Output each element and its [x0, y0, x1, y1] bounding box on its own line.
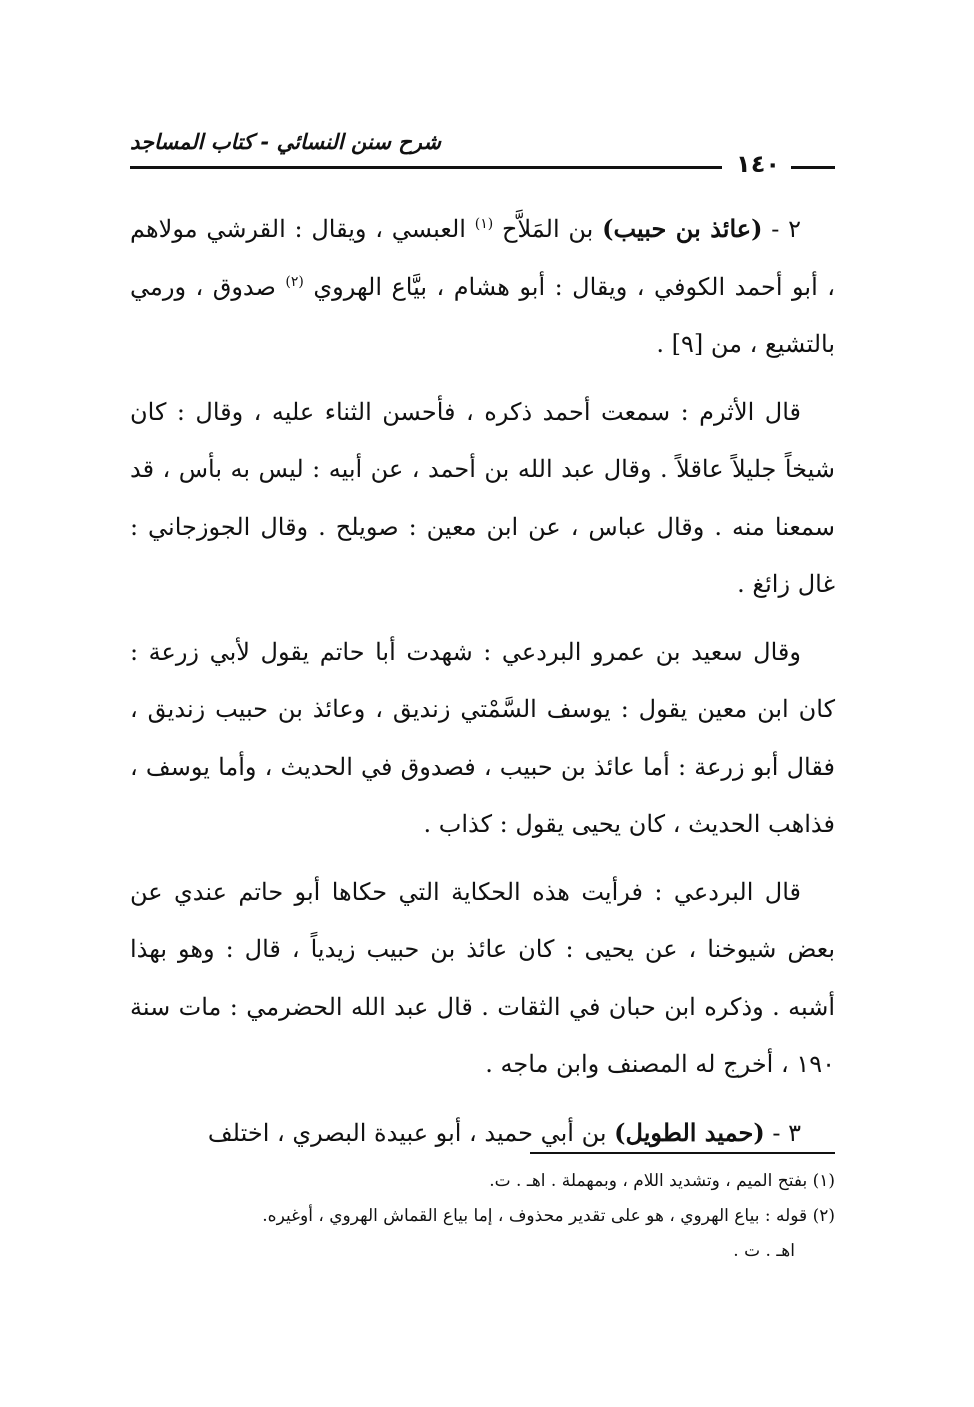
- entry-paren-open: (: [751, 214, 763, 243]
- running-title: شرح سنن النسائي - كتاب المساجد: [130, 130, 441, 154]
- entry-number: ٢ -: [771, 215, 801, 243]
- footnote-1: (١) بفتح الميم ، وتشديد اللام ، وبمهملة . اهـ . ت.: [489, 1171, 835, 1191]
- footnotes: [130, 1164, 835, 1269]
- main-text: [130, 200, 835, 1172]
- paragraph: قال البردعي : فرأيت هذه الحكاية التي حكاها أبو حاتم عندي عن بعض شيوخنا ، عن يحيى : كان عائذ بن حبيب زيدياً ، قال : وهو بهذا أشبه . وذكره ابن حبان في الثقات . قال عبد الله الحضرمي : مات سنة ١٩٠ ، أخرج له المصنف وابن ماجه .: [130, 877, 835, 1078]
- entry-text: بن أبي حميد ، أبو عبيدة البصري ، اختلف: [207, 1118, 607, 1147]
- footnote-separator: [530, 1152, 835, 1154]
- paragraph: قال الأثرم : سمعت أحمد ذكره ، فأحسن الثناء عليه ، وقال : كان شيخاً جليلاً عاقلاً . وقال عبد الله بن أحمد ، عن أبيه : ليس به بأس ، قد سمعنا منه . وقال عباس ، عن ابن معين : صويلح . وقال الجوزجاني : غال زائغ .: [130, 397, 835, 598]
- entry-paren-close: ): [614, 1117, 626, 1147]
- entry-paren-open: (: [753, 1117, 765, 1147]
- paragraph: وقال سعيد بن عمرو البردعي : شهدت أبا حاتم يقول لأبي زرعة : كان ابن معين يقول : يوسف السَّمْتي زنديق ، وعائذ بن حبيب زنديق ، فقال أبو زرعة : أما عائذ بن حبيب ، فصدوق في الحديث ، وأما يوسف ، فذاهب الحديث ، كان يحيى يقول : كذاب .: [130, 637, 835, 838]
- header-rule: [130, 166, 722, 169]
- entry-2: [130, 200, 835, 374]
- page-number: ١٤٠: [736, 150, 780, 178]
- entry-paren-close: ): [602, 214, 614, 243]
- page-header: [130, 120, 835, 180]
- footnote-ref-2: (٢): [285, 273, 304, 290]
- entry-text: بن المَلاَّح: [501, 215, 594, 243]
- entry-number: ٣ -: [772, 1118, 801, 1147]
- footnote-2-continuation: اهـ . ت .: [733, 1241, 795, 1261]
- entry-text: العبسي ، ويقال : القرشي مولاهم ، أبو أحمد الكوفي ، ويقال : أبو هشام ، بيَّاع الهروي: [130, 215, 835, 301]
- header-rule-short: [791, 166, 835, 169]
- footnote-2: (٢) قوله : بياع الهروي ، هو على تقدير محذوف ، إما بياع القماش الهروي ، أوغيره.: [262, 1206, 835, 1226]
- narrator-name: حميد الطويل: [625, 1117, 754, 1147]
- narrator-name: عائذ بن حبيب: [613, 214, 752, 243]
- footnote-ref-1: (١): [474, 216, 494, 232]
- entry-text: صدوق ، ورمي بالتشيع ، من [٩] .: [130, 272, 835, 358]
